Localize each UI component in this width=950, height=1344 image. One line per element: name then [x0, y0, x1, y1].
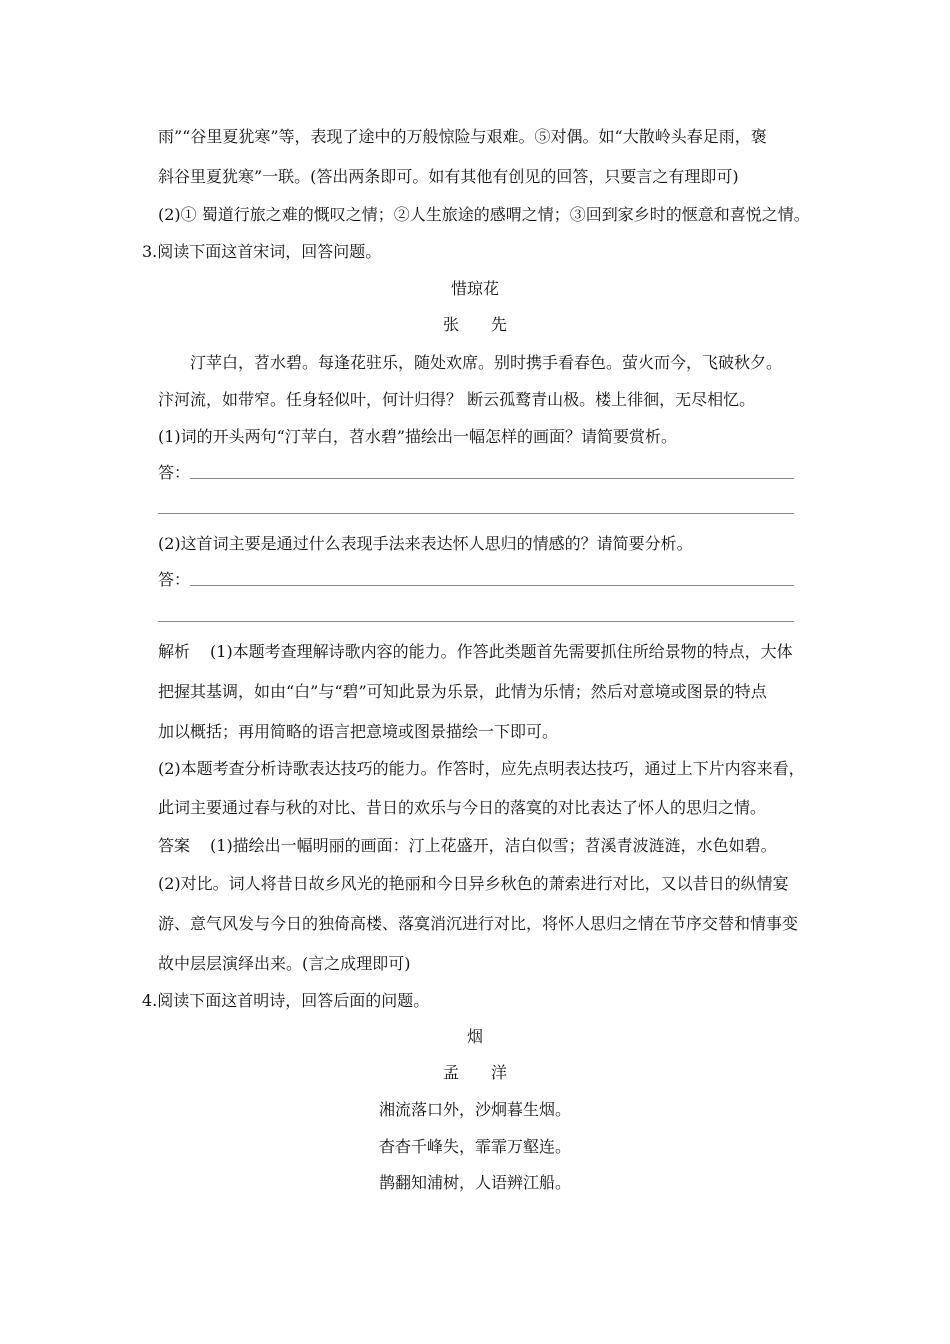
analysis-line-1: 解析 (1)本题考查理解诗歌内容的能力。作答此类题首先需要抓住所给景物的特点，大体 [158, 642, 793, 661]
answer-line-1: 答案 (1)描绘出一幅明丽的画面：汀上花盛开，洁白似雪；苕溪青波涟涟，水色如碧。 [158, 836, 777, 855]
analysis-line-3: 加以概括；再用简略的语言把意境或图景描绘一下即可。 [158, 722, 559, 741]
answer-label-1: 答： [158, 463, 191, 482]
sub-question-1: (1)词的开头两句“汀苹白，苕水碧”描绘出一幅怎样的画面？请简要赏析。 [158, 427, 678, 446]
poem-line-2: 汴河流，如带窄。任身轻似叶，何计归得？ 断云孤鹜青山极。楼上徘徊，无尽相忆。 [158, 390, 756, 409]
poem-author: 张 先 [442, 315, 508, 334]
answer-line [190, 585, 794, 586]
answer-label-2: 答： [158, 570, 191, 589]
poem-title: 烟 [466, 1027, 483, 1046]
answer-line [158, 513, 794, 514]
poem-line-1: 汀苹白，苕水碧。每逢花驻乐，随处欢席。别时携手看春色。萤火而今，飞破秋夕。 [190, 353, 783, 372]
poem-author: 孟 洋 [442, 1063, 508, 1082]
answer-continuation-line-3: (2)① 蜀道行旅之难的慨叹之情；②人生旅途的感喟之情；③回到家乡时的惬意和喜悦之情。 [158, 205, 810, 224]
answer-line-4: 故中层层演绎出来。(言之成理即可) [158, 954, 411, 973]
poem-title: 惜琼花 [450, 279, 499, 298]
answer-continuation-line-2: 斜谷里夏犹寒”一联。(答出两条即可。如有其他有创见的回答，只要言之有理即可) [158, 167, 739, 186]
answer-line-2: (2)对比。词人将昔日故乡风光的艳丽和今日异乡秋色的萧索进行对比，又以昔日的纵情宴 [158, 874, 789, 893]
analysis-line-2: 把握其基调，如由“白”与“碧”可知此景为乐景，此情为乐情；然后对意境或图景的特点 [158, 682, 767, 701]
poem-line: 杳杳千峰失，霏霏万壑连。 [378, 1137, 571, 1156]
answer-line-3: 游、意气风发与今日的独倚高楼、落寞消沉进行对比，将怀人思归之情在节序交替和情事变 [158, 914, 799, 933]
answer-label: 答案 [158, 836, 191, 855]
analysis-line-4: (2)本题考查分析诗歌表达技巧的能力。作答时，应先点明表达技巧，通过上下片内容来看， [158, 759, 805, 778]
answer-line [158, 621, 794, 622]
answer-continuation-line-1: 雨”“谷里夏犹寒”等，表现了途中的万般惊险与艰难。⑤对偶。如“大散岭头春足雨，褒 [158, 127, 767, 146]
question-4-prompt: 4.阅读下面这首明诗，回答后面的问题。 [142, 991, 430, 1010]
poem-line: 鹊翻知浦树，人语辨江船。 [378, 1173, 571, 1192]
analysis-label: 解析 [158, 642, 191, 661]
poem-line: 湘流落口外，沙炯暮生烟。 [378, 1100, 571, 1119]
question-3-prompt: 3.阅读下面这首宋词，回答问题。 [142, 242, 382, 261]
sub-question-2: (2)这首词主要是通过什么表现手法来表达怀人思归的情感的？请简要分析。 [158, 534, 693, 553]
analysis-line-5: 此词主要通过春与秋的对比、昔日的欢乐与今日的落寞的对比表达了怀人的思归之情。 [158, 798, 767, 817]
answer-line [190, 478, 794, 479]
